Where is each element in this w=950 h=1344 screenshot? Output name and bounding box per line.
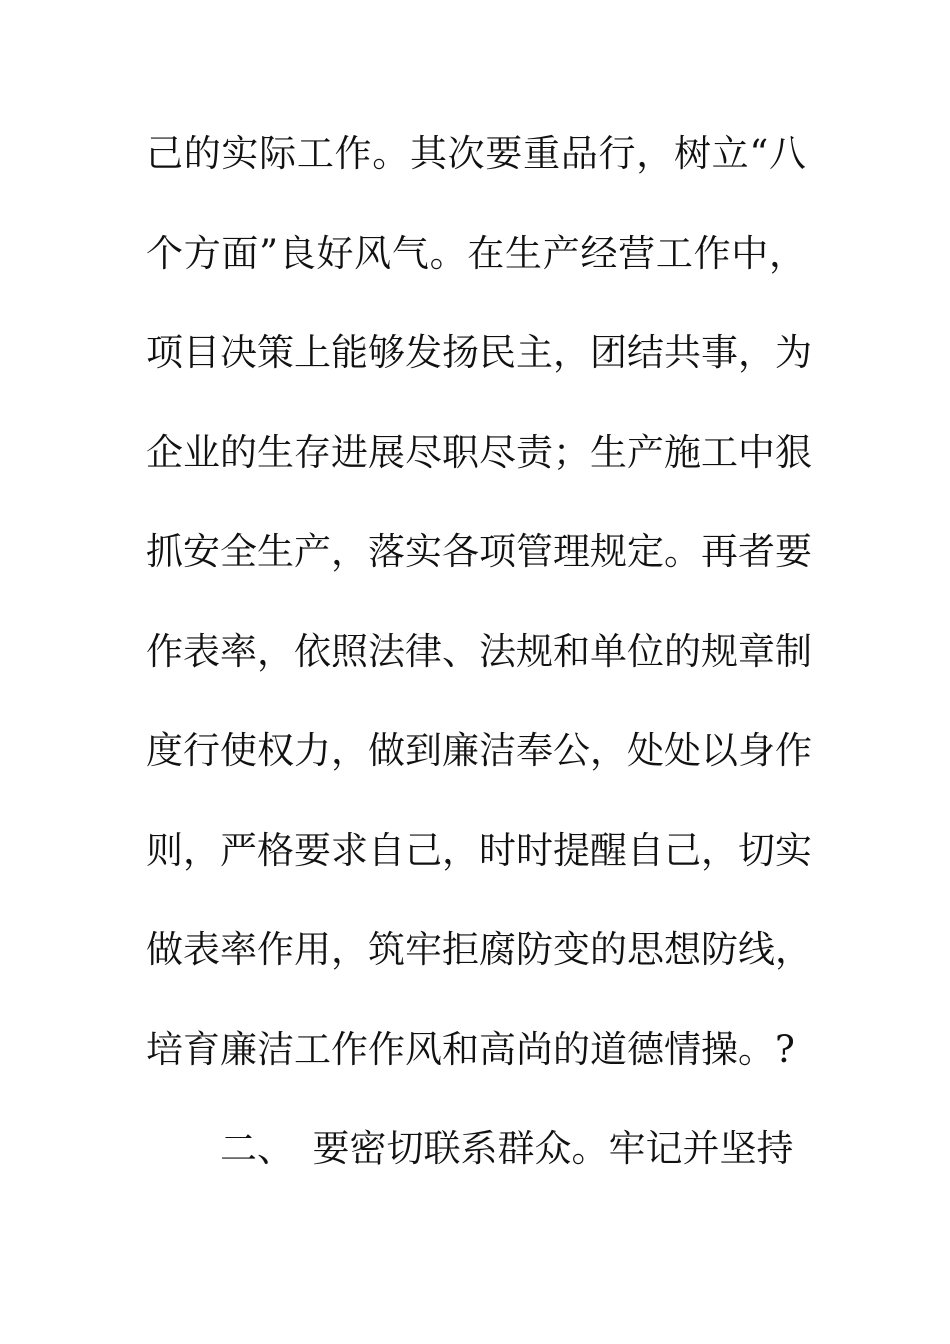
text-line: 做表率作用，筑牢拒腐防变的思想防线， bbox=[146, 928, 812, 971]
text-line: 己的实际工作。其次要重品行，树立“八 bbox=[146, 132, 806, 175]
text-line: 度行使权力，做到廉洁奉公，处处以身作 bbox=[146, 729, 812, 772]
text-line: 则，严格要求自己，时时提醒自己，切实 bbox=[146, 828, 812, 872]
text-line: 个方面”良好风气。在生产经营工作中， bbox=[146, 231, 806, 275]
text-line: 抓安全生产，落实各项管理规定。再者要 bbox=[146, 530, 812, 573]
text-line: 培育廉洁工作作风和高尚的道德情操。? bbox=[146, 1027, 795, 1071]
text-line: 企业的生存进展尽职尽责；生产施工中狠 bbox=[146, 430, 812, 474]
section-heading: 二、 要密切联系群众。牢记并坚持 bbox=[146, 1127, 794, 1170]
body-text bbox=[146, 124, 812, 1219]
text-line: 作表率，依照法律、法规和单位的规章制 bbox=[146, 629, 812, 673]
text-line: 项目决策上能够发扬民主，团结共事，为 bbox=[146, 331, 812, 374]
